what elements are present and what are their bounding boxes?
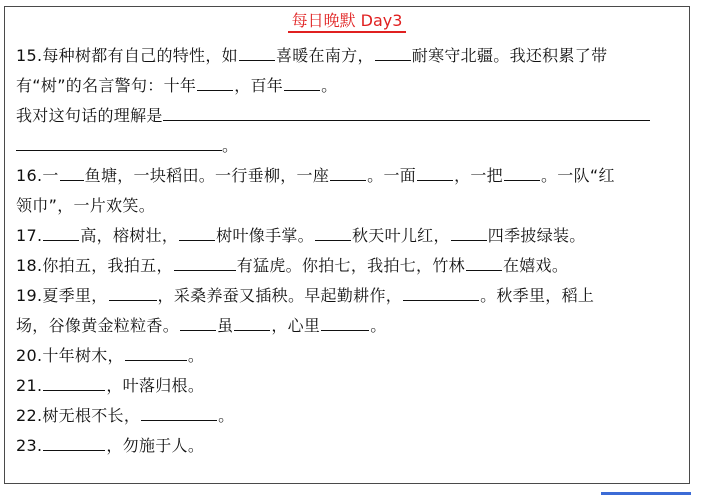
q15-line-4 (16, 131, 681, 161)
q16-blank-1[interactable] (60, 163, 84, 181)
q19-blank-2[interactable] (403, 283, 479, 301)
q19-blank-1[interactable] (109, 283, 157, 301)
q15-answer-line-2[interactable] (16, 133, 222, 151)
q15-blank-3[interactable] (197, 73, 233, 91)
q20-text-b: 。 (187, 346, 205, 365)
q17-text-b: 高，榕树壮， (80, 226, 179, 245)
q20-text-a: 20.十年树木， (16, 346, 124, 365)
q15-text-e: ，百年 (234, 76, 284, 95)
q22-text-b: 。 (218, 406, 235, 425)
q16-blank-3[interactable] (417, 163, 453, 181)
q16-blank-4[interactable] (504, 163, 540, 181)
q21-blank[interactable] (43, 373, 105, 391)
q15-line-1 (16, 41, 681, 71)
q16-text-f: 领巾”，一片欢笑。 (16, 196, 155, 215)
q18-blank-2[interactable] (466, 253, 502, 271)
q19-text-c: 。秋季里，稻上 (480, 286, 595, 305)
q19-text-e: 虽 (217, 316, 234, 335)
worksheet-title (5, 10, 689, 32)
q17-blank-4[interactable] (451, 223, 487, 241)
q16-text-d: ，一把 (454, 166, 503, 185)
q15-text-h: 。 (222, 136, 239, 155)
q16-line-1 (16, 161, 681, 191)
q15-blank-1[interactable] (239, 43, 275, 61)
q15-text-c: 耐寒守北疆。我还积累了带 (411, 46, 608, 65)
q22-blank[interactable] (141, 403, 217, 421)
q23-text-b: ，勿施于人。 (106, 436, 205, 455)
q16-text-e: 。一队“红 (540, 166, 615, 185)
q15-answer-line[interactable] (163, 103, 650, 121)
worksheet (4, 6, 690, 484)
q21-line (16, 371, 681, 401)
q19-blank-5[interactable] (321, 313, 369, 331)
q15-text-d: 有“树”的名言警句：十年 (16, 76, 197, 95)
q16-line-2 (16, 191, 681, 221)
q19-blank-4[interactable] (234, 313, 270, 331)
q18-text-b: 有猛虎。你拍七，我拍七，竹林 (236, 256, 465, 275)
q17-line (16, 221, 681, 251)
q19-text-g: 。 (370, 316, 387, 335)
q19-text-f: ，心里 (271, 316, 321, 335)
q19-text-b: ，采桑养蚕又插秧。早起勤耕作， (157, 286, 403, 305)
q17-text-d: 秋天叶儿红， (351, 226, 450, 245)
q19-text-a: 19.夏季里， (16, 286, 108, 305)
q22-text-a: 22.树无根不长， (16, 406, 141, 425)
q19-line-2 (16, 311, 681, 341)
q15-text-a: 15.每种树都有自己的特性，如 (16, 46, 238, 65)
q19-line-1 (16, 281, 681, 311)
q17-blank-1[interactable] (43, 223, 79, 241)
q16-text-b: 鱼塘，一块稻田。一行垂柳，一座 (84, 166, 330, 185)
q16-blank-2[interactable] (330, 163, 366, 181)
q19-blank-3[interactable] (180, 313, 216, 331)
q20-line (16, 341, 681, 371)
q20-blank[interactable] (125, 343, 187, 361)
question-list (16, 41, 681, 461)
q18-line (16, 251, 681, 281)
q21-text-b: ，叶落归根。 (106, 376, 205, 395)
q17-text-c: 树叶像手掌。 (216, 226, 314, 245)
q15-text-b: 喜暖在南方， (275, 46, 374, 65)
q15-blank-2[interactable] (375, 43, 411, 61)
q18-text-c: 在嬉戏。 (502, 256, 569, 275)
q18-text-a: 18.你拍五，我拍五， (16, 256, 173, 275)
q15-text-g: 我对这句话的理解是 (16, 106, 163, 125)
q17-text-e: 四季披绿装。 (487, 226, 586, 245)
q15-line-2 (16, 71, 681, 101)
q23-blank[interactable] (43, 433, 105, 451)
q21-text-a: 21. (16, 376, 43, 395)
title-text: 每日晚默 Day3 (288, 11, 407, 33)
q15-line-3 (16, 101, 681, 131)
q18-blank-1[interactable] (174, 253, 236, 271)
q22-line (16, 401, 681, 431)
q23-text-a: 23. (16, 436, 43, 455)
q15-text-f: 。 (321, 76, 338, 95)
q19-text-d: 场，谷像黄金粒粒香。 (16, 316, 180, 335)
q23-line (16, 431, 681, 461)
q17-blank-3[interactable] (315, 223, 351, 241)
q16-text-c: 。一面 (367, 166, 417, 185)
q17-text-a: 17. (16, 226, 43, 245)
q17-blank-2[interactable] (179, 223, 215, 241)
q16-text-a: 16.一 (16, 166, 59, 185)
q15-blank-4[interactable] (284, 73, 320, 91)
